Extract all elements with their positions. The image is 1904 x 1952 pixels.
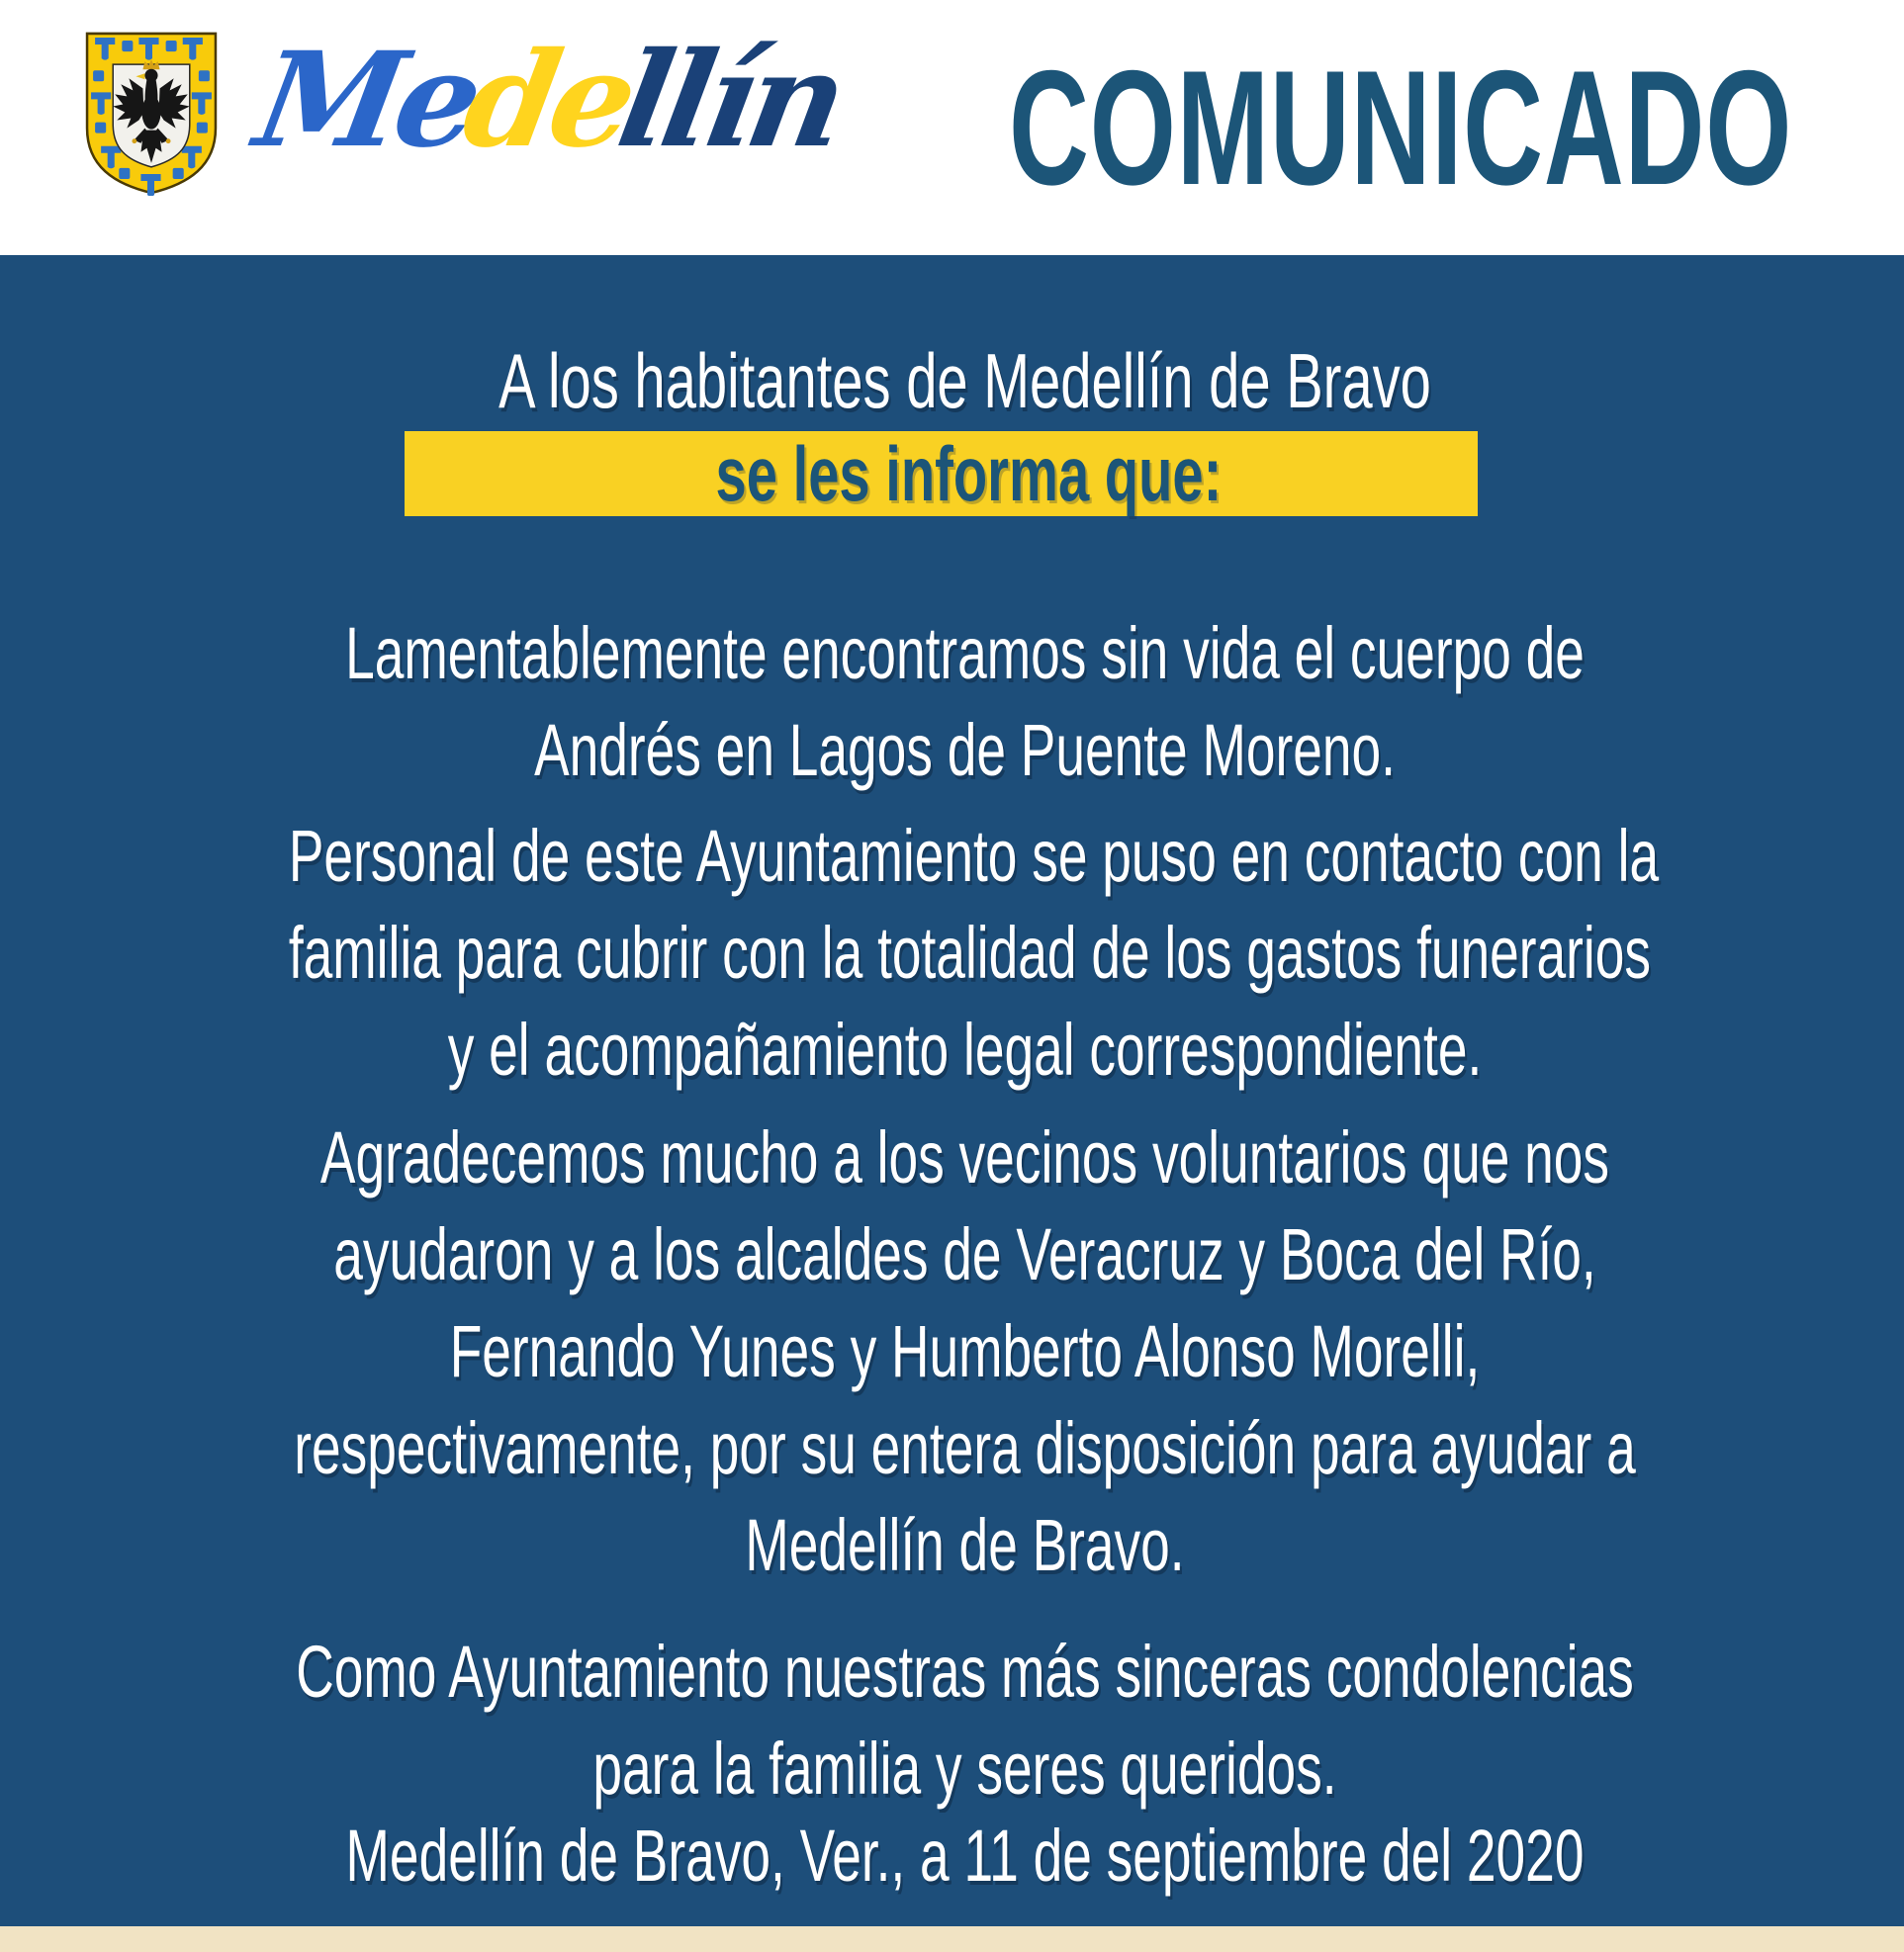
paragraph-line: ayudaron y a los alcaldes de Veracruz y Boca del Río, [333, 1213, 1596, 1295]
paragraph-line: y el acompañamiento legal correspondiente. [447, 1009, 1483, 1091]
header [0, 0, 1904, 255]
highlight-band [405, 431, 1478, 516]
paragraph-3 [289, 1109, 1641, 1594]
paragraph-2 [288, 808, 1660, 1099]
paragraph-line: Andrés en Lagos de Puente Moreno. [534, 709, 1396, 791]
date-line: Medellín de Bravo, Ver., a 11 de septiembre del 2020 [345, 1815, 1585, 1897]
heading-line: A los habitantes de Medellín de Bravo [499, 337, 1431, 424]
announcement-body [0, 255, 1904, 1926]
paragraph-line: Lamentablemente encontramos sin vida el cuerpo de [345, 612, 1585, 694]
paragraph-4 [289, 1624, 1641, 1818]
paragraph-line: Medellín de Bravo. [745, 1504, 1185, 1586]
paragraph-line: Personal de este Ayuntamiento se puso en contacto con la [288, 815, 1660, 897]
paragraph-line: Como Ayuntamiento nuestras más sinceras condolencias [296, 1631, 1634, 1713]
coat-of-arms-icon [81, 28, 222, 196]
paragraph-line: familia para cubrir con la totalidad de los gastos funerarios [288, 912, 1652, 994]
paragraph-line: respectivamente, por su entera disposición para ayudar a [294, 1407, 1636, 1489]
logo-part-llin: llín [607, 24, 852, 177]
comunicado-title: COMUNICADO [1009, 36, 1793, 219]
footer-strip [0, 1926, 1904, 1952]
logo-part-me: Me [245, 24, 487, 177]
logo-part-de: de [453, 24, 642, 177]
highlight-text: se les informa que: [715, 430, 1223, 517]
paragraph-1 [289, 605, 1641, 799]
paragraph-line: Agradecemos mucho a los vecinos voluntarios que nos [319, 1116, 1610, 1198]
medellin-logo [245, 22, 852, 180]
paragraph-line: para la familia y seres queridos. [592, 1728, 1337, 1810]
paragraph-line: Fernando Yunes y Humberto Alonso Morelli, [449, 1310, 1481, 1392]
